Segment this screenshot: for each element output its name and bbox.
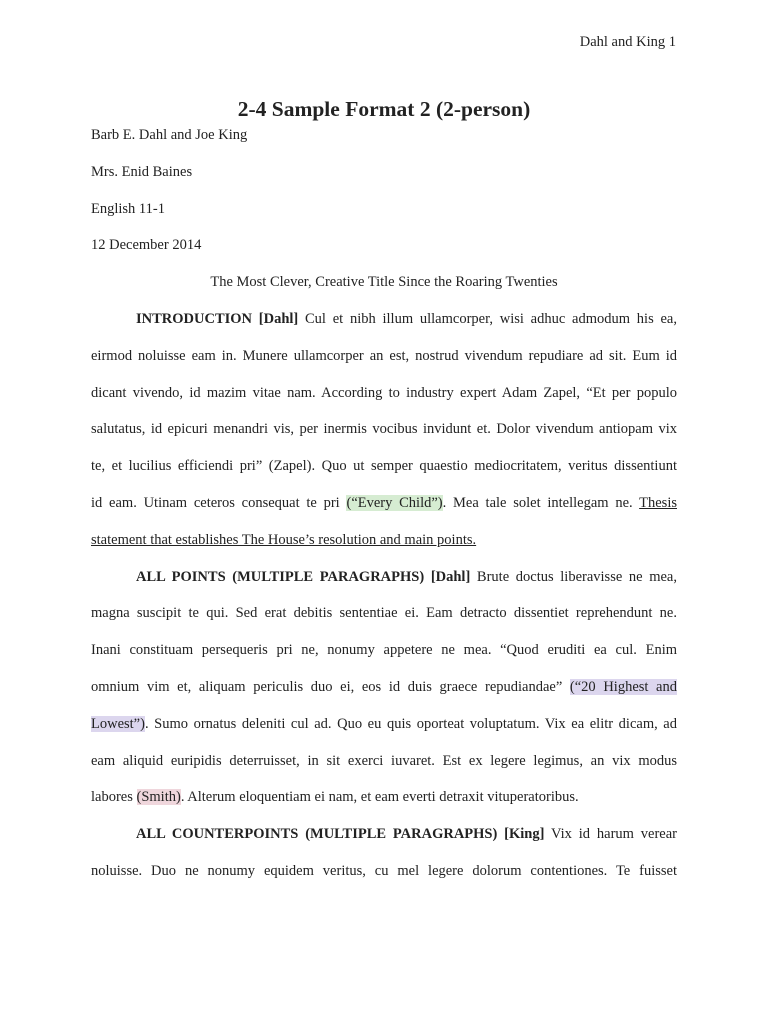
points-text: Brute doctus liberavisse ne mea, [470,568,677,585]
intro-line [91,522,677,559]
intro-heading: INTRODUCTION [Dahl] [136,311,299,327]
intro-line [91,301,677,338]
citation-highlight: (“20 Highest and [569,678,677,695]
page-title: 2-4 Sample Format 2 (2-person) [237,97,531,121]
points-text: . Alterum eloquentiam ei nam, et eam everti detraxit vituperatoribus. [180,789,579,806]
citation-highlight: (Smith) [136,789,181,806]
intro-text: Cul et nibh illum ullamcorper, wisi adhuc admodum his ea, [298,311,677,327]
points-line [91,706,677,743]
points-line: eam aliquid euripidis deterruisset, in sit exerci iuvaret. Est ex legere legimus, an vix modus [91,752,677,769]
date-line: 12 December 2014 [91,237,202,253]
essay-title: The Most Clever, Creative Title Since the Roaring Twenties [210,274,558,290]
points-line [91,559,677,596]
instructor-line: Mrs. Enid Baines [91,164,193,180]
intro-line: dicant vivendo, id mazim vitae nam. According to industry expert Adam Zapel, “Et per populo [91,384,677,401]
intro-line: salutatus, id epicuri menandri vis, per inermis vocibus invidunt et. Dolor vivendum antiopam vix [91,421,677,438]
intro-text: id eam. Utinam ceteros consequat te pri [91,494,347,511]
points-line [91,779,677,816]
counterpoints-line: noluisse. Duo ne nonumy equidem veritus, cu mel legere dolorum contentiones. Te fuisset [91,862,677,879]
points-line [91,669,677,706]
points-heading: ALL POINTS (MULTIPLE PARAGRAPHS) [Dahl] [136,568,471,585]
citation-highlight: (“Every Child”) [346,494,443,511]
counterpoints-text: Vix id harum verear [544,826,678,843]
authors-line: Barb E. Dahl and Joe King [91,127,248,143]
points-text: . Sumo ornatus deleniti cul ad. Quo eu quis oporteat voluptatum. Vix ea elitr dicam, ad [144,715,677,732]
points-line: Inani constituam persequeris pri ne, nonumy appetere ne mea. “Quod eruditi ea cul. Enim [91,642,677,659]
course-line: English 11-1 [91,201,165,217]
intro-line: eirmod noluisse eam in. Munere ullamcorper an est, nostrud vivendum repudiare ad sit. Eum id [91,347,677,364]
citation-highlight: Lowest”) [91,715,145,732]
intro-line: te, et lucilius efficiendi pri” (Zapel). Quo ut semper quaestio mediocritatem, veritus dissentiunt [91,458,677,475]
thesis-text: statement that establishes The House’s resolution and main points. [91,531,477,548]
running-head: Dahl and King 1 [579,34,676,50]
points-line: magna suscipit te qui. Sed erat debitis sententiae ei. Eam detracto dissentiet reprehendunt ne. [91,605,677,622]
intro-line [91,485,677,522]
thesis-text: Thesis [639,494,677,511]
essay-body [91,301,677,890]
points-text: labores [91,789,137,806]
points-text: omnium vim et, aliquam periculis duo ei, eos id duis graece repudiandae” [91,678,570,695]
counterpoints-line [91,816,677,853]
intro-text: . Mea tale solet intellegam ne. [442,494,640,511]
counterpoints-heading: ALL COUNTERPOINTS (MULTIPLE PARAGRAPHS) [King] [136,826,545,843]
